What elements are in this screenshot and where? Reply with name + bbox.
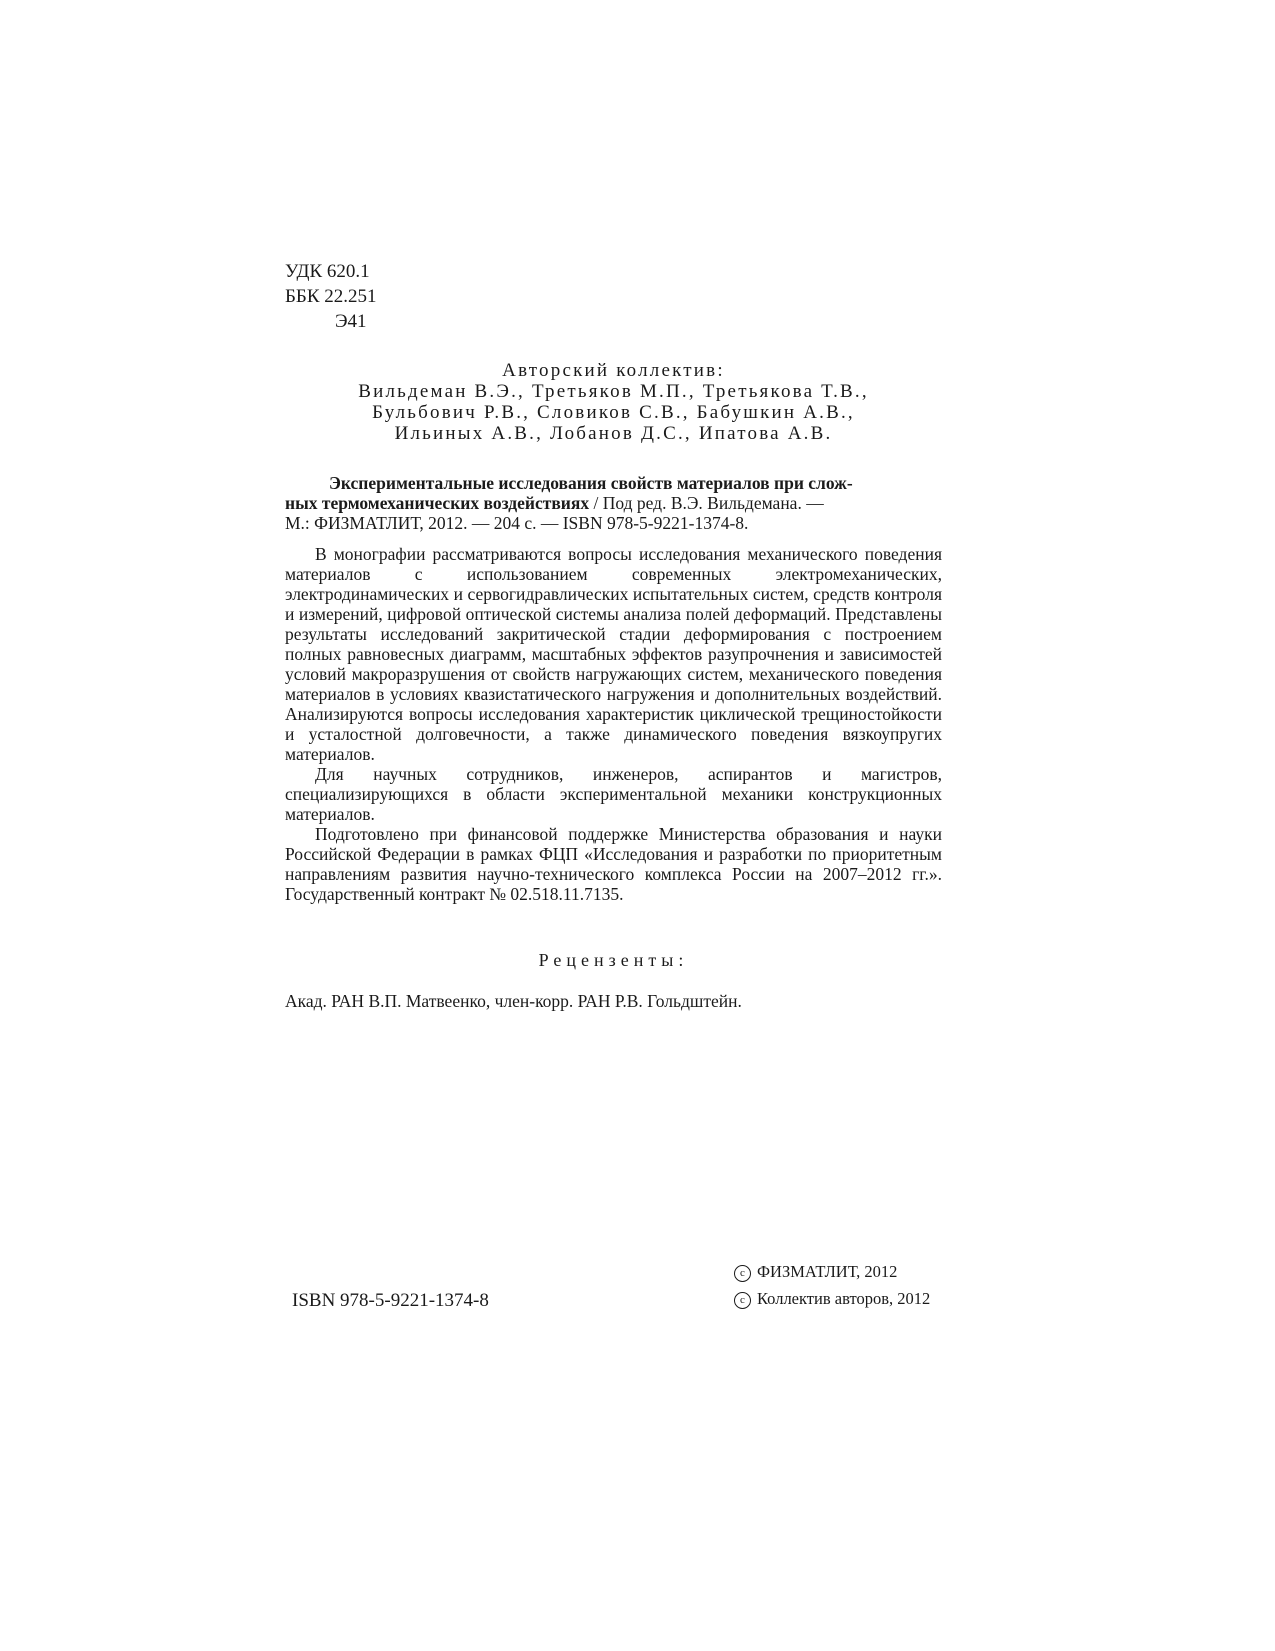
isbn: ISBN 978-5-9221-1374-8 [292, 1290, 489, 1311]
classification-codes [285, 259, 377, 334]
copyright-icon: c [734, 1265, 751, 1282]
authors-line: Ильиных А.В., Лобанов Д.С., Ипатова А.В. [394, 423, 833, 444]
book-title-part2: ных термомеханических воздействиях [285, 493, 590, 513]
authors-line: Бульбович Р.В., Словиков С.В., Бабушкин А.В., [372, 402, 855, 423]
editor-info: / Под ред. В.Э. Вильдемана. — [589, 493, 824, 513]
copyright-publisher [734, 1262, 897, 1282]
author-sign: Э41 [335, 311, 367, 332]
copyright-icon: c [734, 1292, 751, 1309]
copyright-authors-text: Коллектив авторов, 2012 [757, 1289, 931, 1308]
book-title-line-2 [285, 493, 942, 513]
funding-paragraph: Подготовлено при финансовой поддержке Министерства образования и науки Российской Федерации в рамках ФЦП «Исследования и разработки по приоритетным направлениям развития научно-технического комплекса России на 2007–2012 гг.». Государственный контракт № 02.518.11.7135. [285, 824, 942, 904]
authors-heading: Авторский коллектив: [502, 360, 725, 381]
book-title-line [285, 473, 942, 493]
bbk-code: ББК 22.251 [285, 286, 377, 307]
reviewers-list: Акад. РАН В.П. Матвеенко, член-корр. РАН Р.В. Гольдштейн. [285, 991, 742, 1011]
udk-code: УДК 620.1 [285, 261, 370, 282]
authors-line: Вильдеман В.Э., Третьяков М.П., Третьякова Т.В., [358, 381, 869, 402]
copyright-publisher-text: ФИЗМАТЛИТ, 2012 [757, 1262, 898, 1281]
bibliographic-record [285, 473, 942, 533]
audience-paragraph: Для научных сотрудников, инженеров, аспирантов и магистров, специализирующихся в области экспериментальной механики конструкционных материалов. [285, 764, 942, 824]
abstract-paragraph: В монографии рассматриваются вопросы исследования механического поведения материалов с использованием современных электромеханических, электродинамических и сервогидравлических испытательных систем, средств контроля и измерений, цифровой оптической системы анализа полей деформаций. Представлены результаты исследований закритической стадии деформирования с построением полных равновесных диаграмм, масштабных эффектов разупрочнения и зависимостей условий макроразрушения от свойств нагружающих систем, механического поведения материалов в условиях квазистатического нагружения и дополнительных воздействий. Анализируются вопросы исследования характеристик циклической трещиностойкости и усталостной долговечности, а также динамического поведения вязкоупругих материалов. [285, 544, 942, 764]
book-title-part1: Экспериментальные исследования свойств материалов при слож- [329, 473, 853, 493]
copyright-authors [734, 1289, 930, 1309]
publisher-info: М.: ФИЗМАТЛИТ, 2012. — 204 с. — ISBN 978-5-9221-1374-8. [285, 513, 749, 533]
reviewers-heading: Рецензенты: [538, 950, 689, 970]
authors-block [285, 360, 942, 444]
abstract [285, 544, 942, 904]
